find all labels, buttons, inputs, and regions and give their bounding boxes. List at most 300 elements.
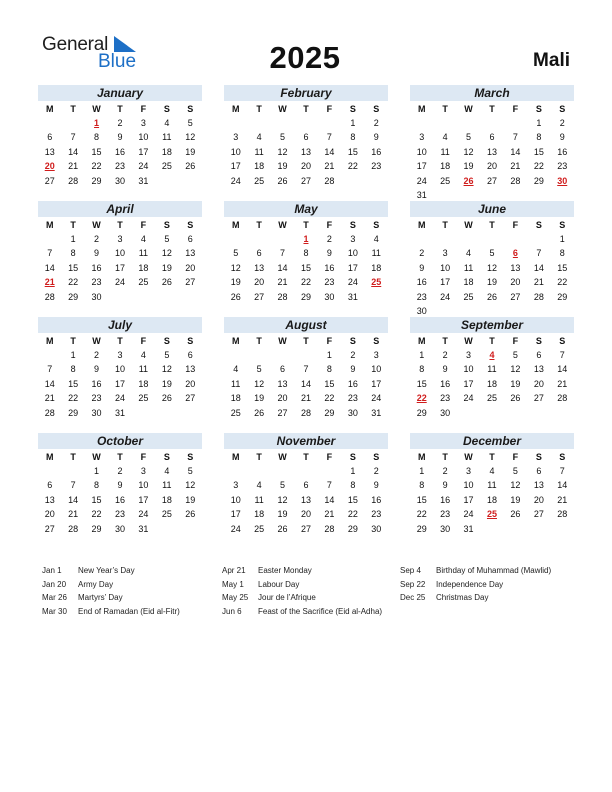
empty-cell bbox=[38, 232, 61, 247]
day-cell: 21 bbox=[277, 277, 288, 287]
day-cell: 5 bbox=[512, 349, 518, 360]
month-title: February bbox=[224, 85, 388, 101]
weekday-header: T bbox=[70, 220, 76, 230]
day-cell: 22 bbox=[347, 161, 358, 171]
day-grid bbox=[224, 101, 388, 188]
day-cell: 18 bbox=[463, 277, 474, 287]
day-cell: 8 bbox=[303, 248, 309, 258]
month-october bbox=[38, 433, 202, 545]
day-grid bbox=[224, 217, 388, 304]
month-title: March bbox=[410, 85, 574, 101]
day-cell: 28 bbox=[557, 509, 568, 519]
empty-cell bbox=[433, 116, 456, 131]
weekday-header: F bbox=[512, 336, 519, 346]
empty-cell bbox=[294, 348, 317, 363]
day-cell: 11 bbox=[162, 132, 172, 142]
empty-cell bbox=[224, 464, 247, 479]
day-cell: 18 bbox=[230, 393, 241, 403]
empty-cell bbox=[61, 464, 84, 479]
day-cell: 12 bbox=[277, 146, 288, 157]
holiday-entry bbox=[42, 605, 180, 619]
holiday-name: Birthday of Muhammad (Mawlid) bbox=[436, 566, 552, 575]
calendar-grid bbox=[38, 85, 576, 545]
day-cell: 20 bbox=[510, 277, 521, 287]
weekday-header: W bbox=[92, 220, 101, 230]
day-cell: 25 bbox=[463, 291, 474, 302]
day-cell: 31 bbox=[416, 190, 427, 200]
day-cell: 16 bbox=[440, 378, 451, 389]
day-cell: 24 bbox=[230, 523, 241, 534]
day-cell: 19 bbox=[185, 494, 196, 505]
day-cell: 10 bbox=[114, 364, 125, 374]
empty-cell bbox=[38, 348, 61, 363]
day-cell: 10 bbox=[230, 146, 241, 157]
day-cell: 6 bbox=[47, 480, 53, 490]
day-cell: 20 bbox=[185, 378, 196, 389]
weekday-header: W bbox=[92, 104, 101, 114]
weekday-header: W bbox=[464, 104, 473, 114]
day-cell: 6 bbox=[280, 364, 286, 374]
holiday-entry bbox=[42, 591, 180, 605]
holiday-name: Christmas Day bbox=[436, 593, 489, 602]
day-cell: 19 bbox=[161, 378, 172, 389]
day-cell: 10 bbox=[138, 132, 149, 142]
day-cell: 13 bbox=[185, 248, 196, 258]
day-cell: 18 bbox=[371, 262, 382, 273]
day-cell: 28 bbox=[324, 523, 335, 534]
day-cell: 30 bbox=[416, 306, 427, 316]
empty-cell bbox=[271, 464, 294, 479]
day-cell: 2 bbox=[350, 349, 356, 360]
day-cell: 26 bbox=[161, 277, 172, 287]
day-cell: 6 bbox=[536, 349, 542, 360]
day-cell: 9 bbox=[117, 480, 123, 490]
day-cell: 15 bbox=[416, 494, 427, 505]
month-title: December bbox=[410, 433, 574, 449]
weekday-header: F bbox=[326, 220, 333, 230]
day-cell: 6 bbox=[489, 132, 495, 142]
day-cell: 12 bbox=[463, 146, 474, 157]
day-cell: 1 bbox=[559, 233, 565, 244]
day-cell: 26 bbox=[230, 291, 241, 302]
day-cell: 2 bbox=[559, 117, 565, 128]
day-cell: 14 bbox=[557, 480, 568, 490]
day-cell: 28 bbox=[533, 291, 544, 302]
day-cell: 30 bbox=[440, 523, 451, 534]
day-cell: 28 bbox=[557, 393, 568, 403]
day-cell: 25 bbox=[161, 161, 172, 171]
day-cell: 14 bbox=[324, 146, 335, 157]
empty-cell bbox=[247, 348, 270, 363]
holiday-entry bbox=[222, 605, 382, 619]
day-cell: 13 bbox=[254, 262, 265, 273]
day-cell: 15 bbox=[68, 262, 79, 273]
day-cell: 2 bbox=[326, 233, 332, 244]
day-cell: 25 bbox=[230, 407, 241, 418]
day-cell: 29 bbox=[557, 291, 568, 302]
day-cell: 28 bbox=[277, 291, 288, 302]
empty-cell bbox=[247, 464, 270, 479]
holiday-day: 1 bbox=[94, 117, 100, 128]
holiday-entry bbox=[42, 564, 180, 578]
day-cell: 25 bbox=[440, 175, 451, 186]
day-cell: 21 bbox=[324, 509, 335, 519]
day-cell: 29 bbox=[91, 523, 102, 534]
month-february bbox=[224, 85, 388, 197]
day-cell: 25 bbox=[138, 393, 149, 403]
day-cell: 2 bbox=[373, 117, 379, 128]
day-grid bbox=[38, 101, 202, 188]
day-cell: 31 bbox=[371, 407, 382, 418]
day-grid bbox=[224, 449, 388, 536]
weekday-header: W bbox=[278, 452, 287, 462]
weekday-header: T bbox=[256, 336, 262, 346]
day-cell: 23 bbox=[324, 277, 335, 287]
day-cell: 16 bbox=[114, 146, 125, 157]
day-cell: 6 bbox=[187, 233, 193, 244]
day-cell: 11 bbox=[254, 146, 264, 157]
day-cell: 30 bbox=[371, 523, 382, 534]
month-april bbox=[38, 201, 202, 313]
day-cell: 31 bbox=[463, 523, 474, 534]
weekday-header: S bbox=[349, 452, 356, 462]
day-cell: 5 bbox=[233, 248, 239, 258]
day-cell: 1 bbox=[70, 349, 76, 360]
day-cell: 12 bbox=[161, 248, 172, 258]
weekday-header: M bbox=[45, 104, 54, 114]
weekday-header: S bbox=[559, 104, 566, 114]
day-cell: 9 bbox=[442, 480, 448, 490]
weekday-header: S bbox=[163, 104, 170, 114]
day-cell: 14 bbox=[44, 262, 55, 273]
weekday-header: F bbox=[140, 452, 147, 462]
day-cell: 6 bbox=[303, 132, 309, 142]
day-cell: 29 bbox=[91, 175, 102, 186]
weekday-header: M bbox=[45, 220, 54, 230]
weekday-header: F bbox=[326, 452, 333, 462]
day-cell: 2 bbox=[442, 349, 448, 360]
day-cell: 29 bbox=[416, 523, 427, 534]
day-cell: 11 bbox=[231, 378, 241, 389]
day-cell: 6 bbox=[303, 480, 309, 490]
day-cell: 24 bbox=[138, 509, 149, 519]
day-cell: 20 bbox=[486, 161, 497, 171]
day-cell: 9 bbox=[326, 248, 332, 258]
day-cell: 3 bbox=[466, 349, 472, 360]
weekday-header: W bbox=[92, 452, 101, 462]
day-cell: 15 bbox=[533, 146, 544, 157]
month-march bbox=[410, 85, 574, 200]
weekday-header: T bbox=[70, 336, 76, 346]
day-cell: 30 bbox=[91, 407, 102, 418]
day-cell: 18 bbox=[161, 494, 172, 505]
day-cell: 9 bbox=[94, 248, 100, 258]
day-cell: 26 bbox=[277, 523, 288, 534]
holiday-name: Martyrs’ Day bbox=[78, 593, 123, 602]
holiday-day: 4 bbox=[489, 349, 495, 360]
day-cell: 15 bbox=[300, 262, 311, 273]
day-cell: 17 bbox=[138, 146, 149, 157]
weekday-header: T bbox=[256, 452, 262, 462]
day-cell: 15 bbox=[68, 378, 79, 389]
day-cell: 27 bbox=[510, 291, 521, 302]
month-september bbox=[410, 317, 574, 429]
month-title: April bbox=[38, 201, 202, 217]
day-cell: 10 bbox=[416, 146, 427, 157]
day-cell: 8 bbox=[536, 132, 542, 142]
day-cell: 1 bbox=[419, 465, 425, 476]
day-cell: 11 bbox=[371, 248, 381, 258]
day-cell: 24 bbox=[463, 509, 474, 519]
day-cell: 5 bbox=[512, 465, 518, 476]
holiday-date: Sep 22 bbox=[400, 579, 426, 589]
day-cell: 3 bbox=[466, 465, 472, 476]
country-name: Mali bbox=[533, 50, 570, 71]
day-cell: 13 bbox=[277, 378, 288, 389]
day-cell: 4 bbox=[164, 117, 170, 128]
day-cell: 18 bbox=[254, 509, 265, 519]
day-cell: 31 bbox=[138, 175, 149, 186]
day-cell: 9 bbox=[373, 132, 379, 142]
day-cell: 26 bbox=[185, 161, 196, 171]
day-cell: 15 bbox=[347, 146, 358, 157]
empty-cell bbox=[318, 464, 341, 479]
day-cell: 8 bbox=[94, 480, 100, 490]
day-cell: 25 bbox=[254, 175, 265, 186]
day-cell: 27 bbox=[44, 523, 55, 534]
weekday-header: M bbox=[231, 104, 240, 114]
day-cell: 18 bbox=[138, 378, 149, 389]
empty-cell bbox=[271, 116, 294, 131]
day-cell: 23 bbox=[557, 161, 568, 171]
day-cell: 7 bbox=[326, 480, 332, 490]
day-cell: 27 bbox=[533, 393, 544, 403]
weekday-header: T bbox=[489, 220, 495, 230]
day-cell: 17 bbox=[440, 277, 451, 287]
weekday-header: S bbox=[349, 220, 356, 230]
day-cell: 10 bbox=[371, 364, 382, 374]
day-cell: 3 bbox=[140, 465, 146, 476]
day-grid bbox=[224, 333, 388, 420]
empty-cell bbox=[224, 348, 247, 363]
holiday-day: 25 bbox=[371, 277, 382, 287]
holiday-column bbox=[222, 564, 382, 618]
day-cell: 20 bbox=[300, 161, 311, 171]
day-cell: 3 bbox=[140, 117, 146, 128]
day-grid bbox=[38, 217, 202, 304]
day-cell: 18 bbox=[486, 494, 497, 505]
day-cell: 21 bbox=[557, 494, 568, 505]
holiday-date: Dec 25 bbox=[400, 593, 426, 602]
month-july bbox=[38, 317, 202, 429]
day-cell: 20 bbox=[277, 393, 288, 403]
weekday-header: M bbox=[417, 104, 426, 114]
day-cell: 16 bbox=[371, 494, 382, 505]
weekday-header: M bbox=[417, 220, 426, 230]
day-cell: 26 bbox=[185, 509, 196, 519]
weekday-header: T bbox=[303, 336, 309, 346]
weekday-header: T bbox=[442, 220, 448, 230]
day-cell: 11 bbox=[487, 364, 497, 374]
month-december bbox=[410, 433, 574, 545]
weekday-header: S bbox=[373, 336, 380, 346]
day-cell: 24 bbox=[114, 393, 125, 403]
weekday-header: F bbox=[512, 220, 519, 230]
day-cell: 16 bbox=[416, 277, 427, 287]
day-cell: 29 bbox=[68, 291, 79, 302]
day-cell: 19 bbox=[510, 494, 521, 505]
holiday-day: 1 bbox=[303, 233, 309, 244]
day-cell: 19 bbox=[185, 146, 196, 157]
day-cell: 17 bbox=[230, 509, 241, 519]
day-cell: 8 bbox=[350, 132, 356, 142]
weekday-header: S bbox=[559, 336, 566, 346]
day-cell: 1 bbox=[419, 349, 425, 360]
empty-cell bbox=[224, 116, 247, 131]
day-cell: 23 bbox=[347, 393, 358, 403]
day-cell: 27 bbox=[254, 291, 265, 302]
weekday-header: M bbox=[45, 452, 54, 462]
weekday-header: T bbox=[442, 452, 448, 462]
day-cell: 28 bbox=[68, 523, 79, 534]
weekday-header: S bbox=[535, 336, 542, 346]
day-cell: 3 bbox=[419, 132, 425, 142]
weekday-header: T bbox=[256, 220, 262, 230]
weekday-header: T bbox=[256, 104, 262, 114]
day-cell: 12 bbox=[185, 132, 196, 142]
day-cell: 2 bbox=[419, 248, 425, 258]
day-cell: 9 bbox=[559, 132, 565, 142]
holiday-day: 21 bbox=[44, 277, 55, 287]
day-cell: 27 bbox=[300, 175, 311, 186]
holiday-day: 25 bbox=[486, 509, 497, 519]
weekday-header: T bbox=[70, 452, 76, 462]
empty-cell bbox=[61, 116, 84, 131]
day-cell: 22 bbox=[68, 277, 79, 287]
weekday-header: W bbox=[464, 452, 473, 462]
weekday-header: W bbox=[464, 220, 473, 230]
day-cell: 26 bbox=[277, 175, 288, 186]
day-cell: 17 bbox=[230, 161, 241, 171]
day-cell: 10 bbox=[114, 248, 125, 258]
empty-cell bbox=[457, 116, 480, 131]
day-cell: 13 bbox=[185, 364, 196, 374]
weekday-header: S bbox=[535, 220, 542, 230]
empty-cell bbox=[271, 232, 294, 247]
day-cell: 1 bbox=[350, 465, 356, 476]
weekday-header: M bbox=[231, 220, 240, 230]
day-cell: 8 bbox=[94, 132, 100, 142]
day-cell: 2 bbox=[94, 233, 100, 244]
day-cell: 23 bbox=[440, 509, 451, 519]
day-grid bbox=[38, 333, 202, 420]
day-cell: 23 bbox=[416, 291, 427, 302]
empty-cell bbox=[224, 232, 247, 247]
holiday-date: May 1 bbox=[222, 579, 244, 589]
holiday-entry bbox=[400, 591, 551, 605]
month-title: May bbox=[224, 201, 388, 217]
weekday-header: S bbox=[163, 220, 170, 230]
day-cell: 18 bbox=[440, 161, 451, 171]
day-cell: 30 bbox=[114, 523, 125, 534]
day-cell: 25 bbox=[254, 523, 265, 534]
day-cell: 16 bbox=[347, 378, 358, 389]
day-cell: 26 bbox=[510, 509, 521, 519]
day-grid bbox=[410, 333, 574, 420]
day-cell: 14 bbox=[277, 262, 288, 273]
day-cell: 1 bbox=[94, 465, 100, 476]
day-cell: 13 bbox=[533, 364, 544, 374]
day-cell: 9 bbox=[350, 364, 356, 374]
holiday-date: Sep 4 bbox=[400, 566, 421, 575]
day-cell: 5 bbox=[256, 364, 262, 374]
day-cell: 3 bbox=[350, 233, 356, 244]
day-grid bbox=[38, 449, 202, 536]
day-cell: 24 bbox=[416, 175, 427, 186]
weekday-header: T bbox=[70, 104, 76, 114]
holiday-day: 20 bbox=[44, 161, 55, 171]
day-cell: 27 bbox=[44, 175, 55, 186]
day-cell: 4 bbox=[466, 248, 472, 258]
day-cell: 7 bbox=[512, 132, 518, 142]
day-cell: 29 bbox=[324, 407, 335, 418]
empty-cell bbox=[527, 232, 550, 247]
holiday-column bbox=[42, 564, 180, 618]
day-cell: 16 bbox=[91, 262, 102, 273]
day-cell: 7 bbox=[47, 248, 53, 258]
day-cell: 6 bbox=[187, 349, 193, 360]
empty-cell bbox=[504, 232, 527, 247]
day-cell: 20 bbox=[533, 494, 544, 505]
day-cell: 11 bbox=[138, 248, 149, 258]
day-cell: 7 bbox=[326, 132, 332, 142]
weekday-header: S bbox=[559, 220, 566, 230]
day-cell: 24 bbox=[463, 393, 474, 403]
day-cell: 17 bbox=[114, 262, 125, 273]
empty-cell bbox=[480, 116, 503, 131]
day-cell: 11 bbox=[138, 364, 149, 374]
day-cell: 12 bbox=[230, 262, 241, 273]
holiday-name: Easter Monday bbox=[258, 566, 312, 575]
weekday-header: F bbox=[512, 452, 519, 462]
empty-cell bbox=[480, 232, 503, 247]
empty-cell bbox=[38, 464, 61, 479]
empty-cell bbox=[318, 116, 341, 131]
weekday-header: W bbox=[278, 336, 287, 346]
day-cell: 4 bbox=[489, 465, 495, 476]
day-cell: 16 bbox=[371, 146, 382, 157]
weekday-header: S bbox=[373, 452, 380, 462]
day-cell: 7 bbox=[536, 248, 542, 258]
day-cell: 17 bbox=[463, 494, 474, 505]
holiday-entry bbox=[42, 578, 180, 592]
day-cell: 13 bbox=[533, 480, 544, 490]
holiday-column bbox=[400, 564, 551, 605]
day-cell: 21 bbox=[300, 393, 311, 403]
day-cell: 5 bbox=[187, 117, 193, 128]
day-cell: 28 bbox=[300, 407, 311, 418]
holiday-date: Jan 20 bbox=[42, 579, 67, 589]
day-cell: 17 bbox=[463, 378, 474, 389]
weekday-header: S bbox=[349, 104, 356, 114]
weekday-header: T bbox=[117, 336, 123, 346]
day-cell: 14 bbox=[300, 378, 311, 389]
day-cell: 24 bbox=[440, 291, 451, 302]
day-cell: 24 bbox=[114, 277, 125, 287]
empty-cell bbox=[457, 232, 480, 247]
holiday-name: Independence Day bbox=[436, 579, 504, 589]
day-cell: 30 bbox=[114, 175, 125, 186]
